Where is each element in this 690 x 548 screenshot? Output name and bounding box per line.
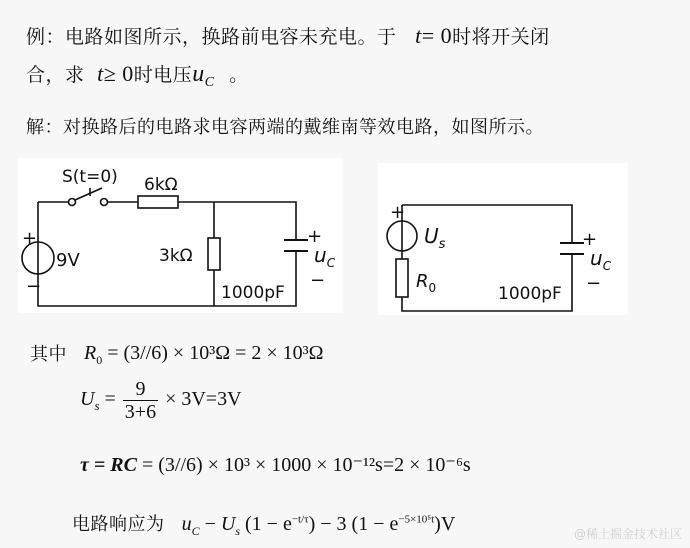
resistor-6k-label: 6kΩ — [144, 175, 178, 195]
source-minus: − — [26, 276, 42, 297]
thevenin-equivalent-diagram — [378, 163, 628, 315]
resistor-3k — [208, 238, 220, 270]
solution-label: 解：对换路后的电路求电容两端的戴维南等效电路，如图所示。 — [26, 117, 544, 138]
uc-label: $u_C$ — [314, 243, 336, 270]
equation-tau: τ = RC = (3//6) × 10³ × 1000 × 10⁻¹²s=2 × 10⁻⁶s — [80, 454, 471, 476]
uc-minus: − — [310, 270, 326, 291]
equation-us: $U_s$ = $\frac{9}{3+6}$ × 3V=3V — [80, 378, 242, 423]
equation-r0: $R_0 = (3//6) \times 10^3\Omega = 2 \times 10^3\Omega$ — [84, 342, 324, 367]
source-plus: + — [390, 202, 406, 223]
resistor-r0 — [396, 259, 408, 297]
r0-label: $R_0$ — [416, 271, 437, 295]
problem-line-2: 合，求 t≥ 0时电压$u_C$ 。 — [26, 61, 249, 90]
equation-response: 电路响应为 $u_C - U_s$ $(1 - e^{-t/\tau}) - 3$ $(1 - e^{-5\times 10^5t})V$ — [72, 513, 456, 538]
us-label: $U_s$ — [424, 224, 446, 252]
uc-plus: + — [307, 226, 323, 247]
response-formula: $u_C - U_s$ $(1 - e^{-t/\tau}) - 3$ $(1 - e^{-5\times 10^5t})V$ — [181, 513, 456, 538]
watermark: @稀土掘金技术社区 — [573, 527, 682, 541]
among-label: 其中 — [30, 344, 67, 365]
problem-line-1: 例：电路如图所示，换路前电容未充电。于 t= 0时将开关闭 — [26, 23, 550, 48]
uc-minus: − — [586, 273, 602, 294]
resistor-6k — [138, 196, 178, 208]
original-circuit-diagram — [18, 158, 343, 313]
capacitor-label: 1000pF — [221, 283, 285, 303]
resistor-3k-label: 3kΩ — [159, 246, 193, 266]
switch-label: S(t=0) — [62, 167, 118, 187]
us-fraction: $\frac{9}{3+6}$ — [124, 378, 157, 423]
source-plus: + — [22, 228, 38, 249]
capacitor-label: 1000pF — [498, 284, 562, 304]
uc-plus: + — [582, 229, 598, 250]
uc-label: $u_C$ — [590, 246, 612, 273]
source-value-label: 9V — [56, 250, 80, 271]
switch-terminal-right — [101, 199, 108, 206]
switch-terminal-left — [69, 199, 76, 206]
